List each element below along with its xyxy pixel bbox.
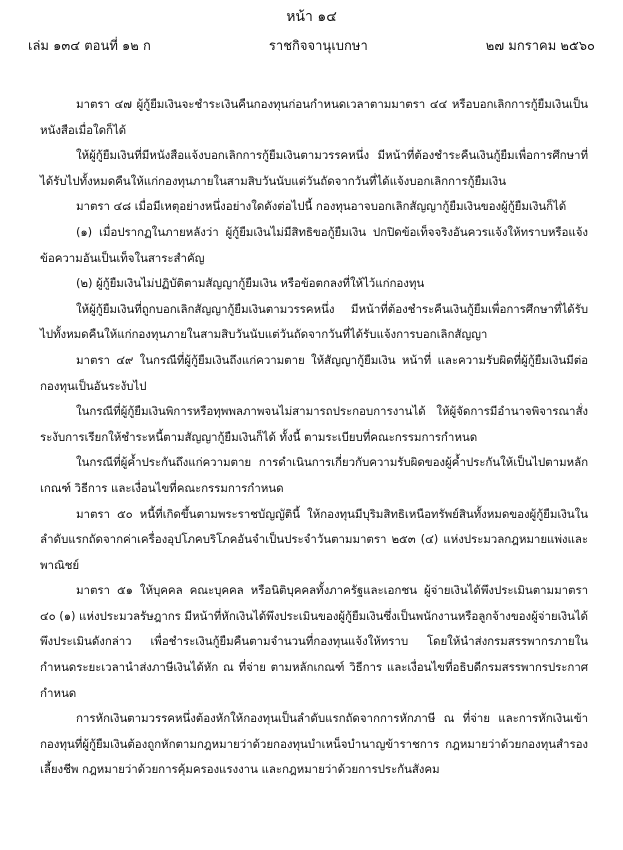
- section-48-paragraph: มาตรา ๔๘ เมื่อมีเหตุอย่างหนึ่งอย่างใดดังต่อไปนี้ กองทุนอาจบอกเลิกสัญญากู้ยืมเงินของผู้กู้ยืมเงินก็ได้: [76, 199, 567, 214]
- section-49-paragraph-2: ในกรณีที่ผู้กู้ยืมเงินพิการหรือทุพพลภาพจนไม่สามารถประกอบการงานได้ ให้ผู้จัดการมีอำนาจพิจารณาสั่งระงับการเรียกให้ชำระหนี้ตามสัญญากู้ยืมเงินก็ได้ ทั้งนี้ ตามระเบียบที่คณะกรรมการกำหนด: [40, 404, 588, 444]
- section-51-paragraph: มาตรา ๕๑ ให้บุคคล คณะบุคคล หรือนิติบุคคลทั้งภาครัฐและเอกชน ผู้จ่ายเงินได้พึงประเมินตามมาตรา ๔๐ (๑) แห่งประมวลรัษฎากร มีหน้าที่หักเงินได้พึงประเมินของผู้กู้ยืมเงินซึ่งเป็นพนักงานหรือลูกจ้างของผู้จ่ายเงินได้พึงประเมินดังกล่าว เพื่อชำระเงินกู้ยืมคืนตามจำนวนที่กองทุนแจ้งให้ทราบ โดยให้นำส่งกรมสรรพากรภายในกำหนดระยะเวลานำส่งภาษีเงินได้หัก ณ ที่จ่าย ตามหลักเกณฑ์ วิธีการ และเงื่อนไขที่อธิบดีกรมสรรพากรประกาศกำหนด: [40, 583, 588, 700]
- publication-date: ๒๗ มกราคม ๒๕๖๐: [485, 39, 595, 54]
- gazette-name: ราชกิจจานุเบกษา: [268, 39, 368, 54]
- page-number: หน้า ๑๔: [286, 9, 337, 25]
- document-body: [40, 92, 588, 783]
- section-47-paragraph-2: ให้ผู้กู้ยืมเงินที่มีหนังสือแจ้งบอกเลิกการกู้ยืมเงินตามวรรคหนึ่ง มีหน้าที่ต้องชำระคืนเงินกู้ยืมเพื่อการศึกษาที่ได้รับไปทั้งหมดคืนให้แก่กองทุนภายในสามสิบวันนับแต่วันถัดจากวันที่ได้แจ้งบอกเลิกการกู้ยืมเงิน: [40, 148, 588, 188]
- section-48-item-1: (๑) เมื่อปรากฏในภายหลังว่า ผู้กู้ยืมเงินไม่มีสิทธิขอกู้ยืมเงิน ปกปิดข้อเท็จจริงอันควรแจ้งให้ทราบหรือแจ้งข้อความอันเป็นเท็จในสาระสำคัญ: [40, 224, 588, 265]
- gazette-header: [28, 38, 595, 56]
- volume-issue: เล่ม ๑๓๔ ตอนที่ ๑๒ ก: [28, 39, 151, 54]
- section-47-paragraph: มาตรา ๔๗ ผู้กู้ยืมเงินจะชำระเงินคืนกองทุนก่อนกำหนดเวลาตามมาตรา ๔๔ หรือบอกเลิกการกู้ยืมเงินเป็นหนังสือเมื่อใดก็ได้: [40, 97, 588, 137]
- section-49-paragraph-3: ในกรณีที่ผู้ค้ำประกันถึงแก่ความตาย การดำเนินการเกี่ยวกับความรับผิดของผู้ค้ำประกันให้เป็นไปตามหลักเกณฑ์ วิธีการ และเงื่อนไขที่คณะกรรมการกำหนด: [40, 455, 588, 495]
- section-51-paragraph-2: การหักเงินตามวรรคหนึ่งต้องหักให้กองทุนเป็นลำดับแรกถัดจากการหักภาษี ณ ที่จ่าย และการหักเงินเข้ากองทุนที่ผู้กู้ยืมเงินต้องถูกหักตามกฎหมายว่าด้วยกองทุนบำเหน็จบำนาญข้าราชการ กฎหมายว่าด้วยกองทุนสำรองเลี้ยงชีพ กฎหมายว่าด้วยการคุ้มครองแรงงาน และกฎหมายว่าด้วยการประกันสังคม: [40, 711, 588, 777]
- section-48-item-2: (๒) ผู้กู้ยืมเงินไม่ปฏิบัติตามสัญญากู้ยืมเงิน หรือข้อตกลงที่ให้ไว้แก่กองทุน: [76, 276, 425, 291]
- section-49-paragraph: มาตรา ๔๙ ในกรณีที่ผู้กู้ยืมเงินถึงแก่ความตาย ให้สัญญากู้ยืมเงิน หน้าที่ และความรับผิดที่ผู้กู้ยืมเงินมีต่อกองทุนเป็นอันระงับไป: [40, 352, 588, 393]
- section-50-paragraph: มาตรา ๕๐ หนี้ที่เกิดขึ้นตามพระราชบัญญัตินี้ ให้กองทุนมีบุริมสิทธิเหนือทรัพย์สินทั้งหมดของผู้กู้ยืมเงินในลำดับแรกถัดจากค่าเครื่องอุปโภคบริโภคอันจำเป็นประจำวันตามมาตรา ๒๕๓ (๔) แห่งประมวลกฎหมายแพ่งและพาณิชย์: [40, 506, 588, 572]
- section-48-paragraph-2: ให้ผู้กู้ยืมเงินที่ถูกบอกเลิกสัญญากู้ยืมเงินตามวรรคหนึ่ง มีหน้าที่ต้องชำระคืนเงินกู้ยืมเพื่อการศึกษาที่ได้รับไปทั้งหมดคืนให้แก่กองทุนภายในสามสิบวันนับแต่วันถัดจากวันที่ได้รับแจ้งการบอกเลิกสัญญา: [40, 301, 588, 342]
